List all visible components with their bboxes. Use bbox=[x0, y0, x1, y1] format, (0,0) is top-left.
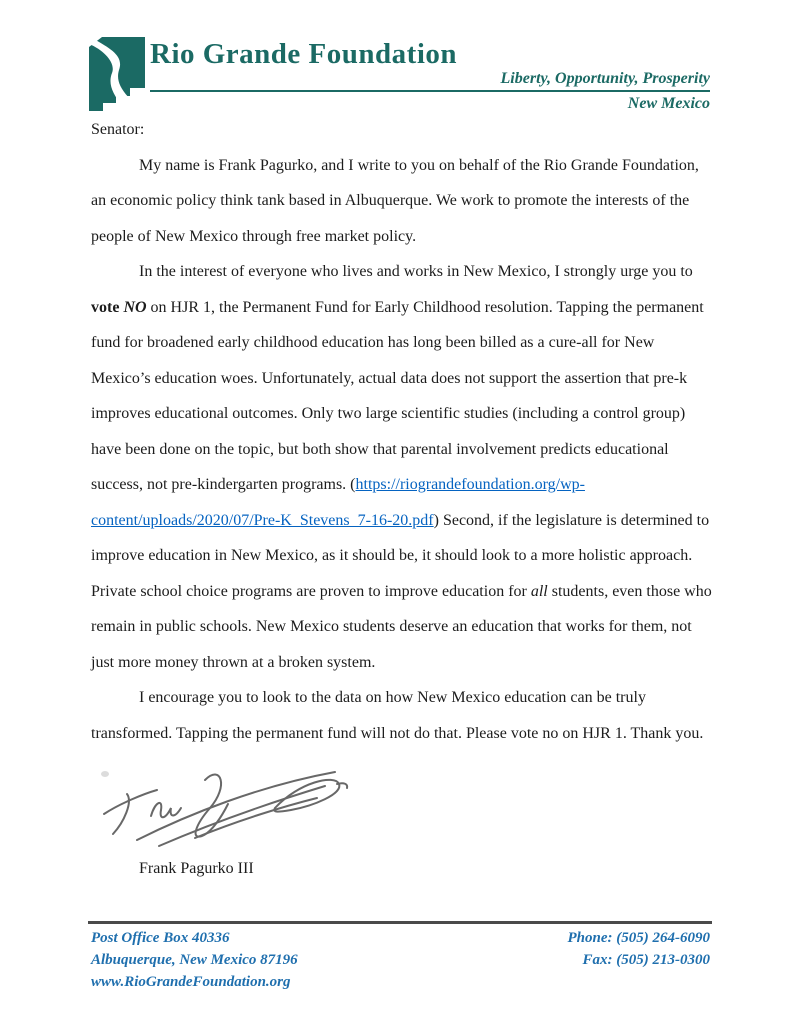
org-region: New Mexico bbox=[627, 95, 710, 112]
org-tagline: Liberty, Opportunity, Prosperity bbox=[150, 70, 710, 92]
letter-text-run: In the interest of everyone who lives and works in New Mexico, I strongly urge you to bbox=[139, 263, 693, 280]
footer-address bbox=[91, 927, 298, 993]
footer-contact bbox=[568, 927, 711, 993]
letter-text-run: Private school choice programs are proven to improve education for bbox=[91, 582, 531, 600]
letter-text-run: ) Second, if the legislature is determined to bbox=[433, 511, 710, 529]
letter-text-run: improves educational outcomes. Only two large scientific studies (including a control group) bbox=[91, 405, 686, 422]
footer-website: www.RioGrandeFoundation.org bbox=[91, 974, 291, 990]
footer-city: Albuquerque, New Mexico 87196 bbox=[91, 952, 298, 968]
letter-line bbox=[91, 645, 715, 681]
letter-line bbox=[91, 183, 715, 219]
letter-text-run: My name is Frank Pagurko, and I write to you on behalf of the Rio Grande Foundation, bbox=[139, 156, 699, 174]
letter-line bbox=[91, 467, 715, 503]
letter-line bbox=[91, 148, 715, 184]
org-name: Rio Grande Foundation bbox=[150, 38, 457, 70]
letter-line bbox=[91, 432, 715, 468]
letter-line bbox=[91, 290, 715, 326]
letter-text-run: on HJR 1, the Permanent Fund for Early Childhood resolution. Tapping the permanent bbox=[146, 298, 704, 316]
letter-text-run: NO bbox=[123, 298, 147, 316]
letter-text-run: transformed. Tapping the permanent fund will not do that. Please vote no on HJR 1. Thank you. bbox=[91, 724, 704, 742]
letter-text-run: vote bbox=[91, 298, 124, 316]
letter-line bbox=[91, 254, 715, 290]
letter-text-run: fund for broadened early childhood education has long been billed as a cure-all for New bbox=[91, 334, 655, 351]
letter-text-run: all bbox=[530, 582, 548, 600]
pdf-hyperlink[interactable]: https://riograndefoundation.org/wp- bbox=[355, 476, 585, 493]
letter-line bbox=[91, 680, 715, 716]
footer-po-box: Post Office Box 40336 bbox=[91, 930, 230, 946]
letter-text-run: improve education in New Mexico, as it should be, it should look to a more holistic approach. bbox=[91, 547, 693, 564]
letter-text-run: students, even those who bbox=[547, 582, 712, 600]
letter-text-run: I encourage you to look to the data on how New Mexico education can be truly bbox=[139, 689, 646, 706]
footer bbox=[91, 927, 710, 993]
handwritten-signature-icon bbox=[97, 762, 351, 857]
letter-text-run: an economic policy think tank based in Albuquerque. We work to promote the interests of the bbox=[91, 192, 690, 209]
letter-line bbox=[91, 361, 715, 397]
letter-line bbox=[91, 325, 715, 361]
letter-line bbox=[91, 396, 715, 432]
letter-line bbox=[91, 609, 715, 645]
signer-name: Frank Pagurko III bbox=[139, 860, 254, 877]
letter-text-run: have been done on the topic, but both show that parental involvement predicts educational bbox=[91, 440, 669, 458]
footer-fax: Fax: (505) 213-0300 bbox=[582, 952, 710, 968]
letter-line bbox=[91, 538, 715, 574]
letter-line bbox=[91, 219, 715, 255]
letter-text-run: Mexico’s education woes. Unfortunately, actual data does not support the assertion that pre-k bbox=[91, 369, 688, 387]
rio-grande-river-logo-icon bbox=[89, 37, 145, 111]
footer-divider bbox=[88, 921, 712, 924]
letter-line bbox=[91, 503, 715, 539]
letter-text-run: success, not pre-kindergarten programs. ( bbox=[91, 476, 356, 493]
letter-line bbox=[91, 574, 715, 610]
letter-line bbox=[91, 716, 715, 752]
letter-paragraphs bbox=[91, 148, 715, 752]
letter-text-run: remain in public schools. New Mexico students deserve an education that works for them, not bbox=[91, 618, 692, 635]
pdf-hyperlink[interactable]: content/uploads/2020/07/Pre-K_Stevens_7-16-20.pdf bbox=[91, 511, 434, 529]
footer-phone: Phone: (505) 264-6090 bbox=[567, 930, 710, 946]
letter-body bbox=[91, 112, 715, 751]
letter-text-run: people of New Mexico through free market policy. bbox=[91, 227, 417, 245]
letterhead bbox=[150, 38, 710, 112]
salutation: Senator: bbox=[91, 121, 145, 138]
letter-text-run: just more money thrown at a broken system. bbox=[91, 653, 376, 671]
